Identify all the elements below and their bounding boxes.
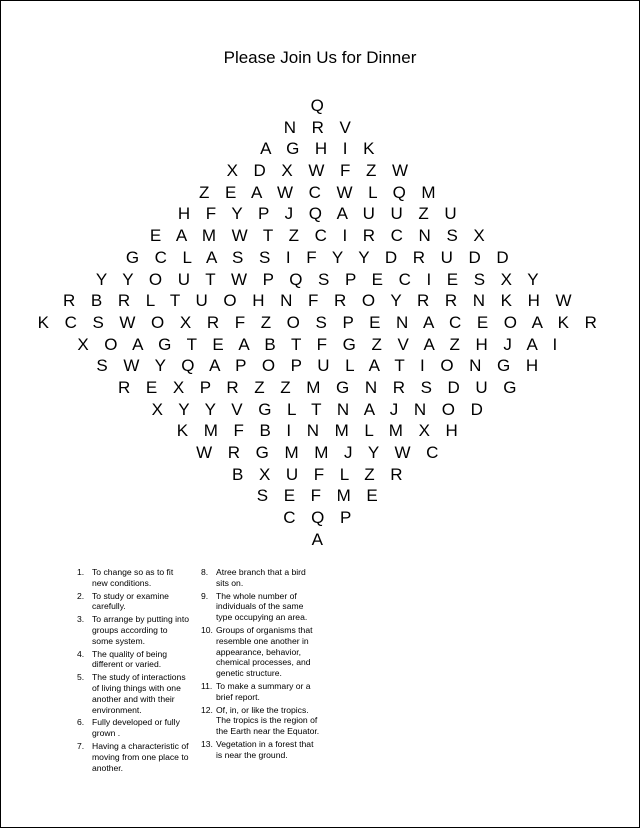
clue-number: 10. [201, 624, 213, 635]
puzzle-row: R B R L T U O H N F R O Y R R N K H W [63, 291, 577, 311]
clue-text: The study of interactions of living things with one another and with their environment. [92, 672, 186, 715]
puzzle-row: H F Y P J Q A U U Z U [177, 204, 463, 224]
clue-list-left [77, 567, 189, 775]
puzzle-row: S E F M E [256, 486, 384, 506]
clue-number: 6. [77, 717, 85, 728]
clue-number: 9. [201, 590, 209, 601]
puzzle-row: N R V [283, 117, 357, 137]
clue-item [201, 705, 321, 737]
puzzle-row: Z E A W C W L Q M [198, 182, 442, 202]
puzzle-row: K M F B I N M L M X H [176, 421, 464, 441]
page-title: Please Join Us for Dinner [223, 48, 417, 67]
clue-text: Fully developed or fully grown . [92, 717, 180, 739]
clue-text: To study or examine carefully. [92, 590, 169, 612]
puzzle-row: X D X W F Z W [226, 161, 414, 181]
clue-item [77, 591, 189, 613]
clue-text: Of, in, or like the tropics. The tropics is the region of the Earth near the Equator. [216, 704, 320, 737]
clue-number: 5. [77, 672, 85, 683]
clue-item [201, 591, 321, 623]
clue-text: To change so as to fit new conditions. [92, 567, 174, 588]
clue-text: The whole number of individuals of the same type occupying an area. [216, 590, 308, 623]
clue-item [77, 741, 189, 773]
puzzle-row: R E X P R Z Z M G N R S D U G [118, 377, 522, 397]
clue-item [201, 739, 321, 761]
clue-number: 7. [77, 740, 85, 751]
puzzle-row: X Y Y V G L T N A J N O D [151, 399, 489, 419]
clue-number: 4. [77, 648, 85, 659]
puzzle-row: S W Y Q A P O P U L A T I O N G H [96, 356, 544, 376]
clue-item [201, 681, 321, 703]
clue-text: Atree branch that a bird sits on. [216, 567, 306, 588]
clue-text: The quality of being different or varied. [92, 648, 168, 670]
clue-item [77, 614, 189, 646]
clue-item [77, 649, 189, 671]
clue-text: To make a summary or a brief report. [216, 680, 311, 702]
clue-item [201, 625, 321, 679]
clue-number: 2. [77, 590, 85, 601]
puzzle-row: E A M W T Z C I R C N S X [149, 226, 491, 246]
clue-number: 3. [77, 614, 85, 625]
clue-text: Groups of organisms that resemble one another in appearance, behavior, chemical processes, and genetic structure. [216, 624, 313, 679]
clue-number: 8. [201, 567, 209, 577]
clue-item [77, 672, 189, 715]
clue-item [77, 717, 189, 739]
puzzle-row: W R G M M J Y W C [196, 443, 444, 462]
clue-text: Having a characteristic of moving from one place to another. [92, 740, 189, 773]
puzzle-row: B X U F L Z R [232, 464, 408, 484]
puzzle-row: Q [310, 96, 330, 115]
puzzle-row: Y Y O U T W P Q S P E C I E S X Y [95, 269, 545, 289]
clue-list-right [201, 567, 321, 763]
puzzle-row: G C L A S S I F Y Y D R U D D [125, 247, 515, 267]
clue-text: To arrange by putting into groups according to some system. [92, 614, 189, 646]
word-search-grid [1, 95, 639, 550]
clue-item [77, 567, 189, 589]
puzzle-row: A G H I K [260, 139, 380, 159]
puzzle-row: C Q P [283, 508, 357, 528]
puzzle-row: A [311, 529, 329, 549]
clue-text: Vegetation in a forest that is near the ground. [216, 738, 314, 760]
clue-number: 12. [201, 704, 213, 715]
clue-item [201, 567, 321, 589]
clue-number: 1. [77, 567, 85, 577]
puzzle-row: X O A G T E A B T F G Z V A Z H J A I [77, 334, 563, 354]
puzzle-row: K C S W O X R F Z O S P E N A C E O A K R [37, 312, 603, 332]
clue-number: 13. [201, 738, 213, 749]
clue-number: 11. [201, 680, 213, 691]
